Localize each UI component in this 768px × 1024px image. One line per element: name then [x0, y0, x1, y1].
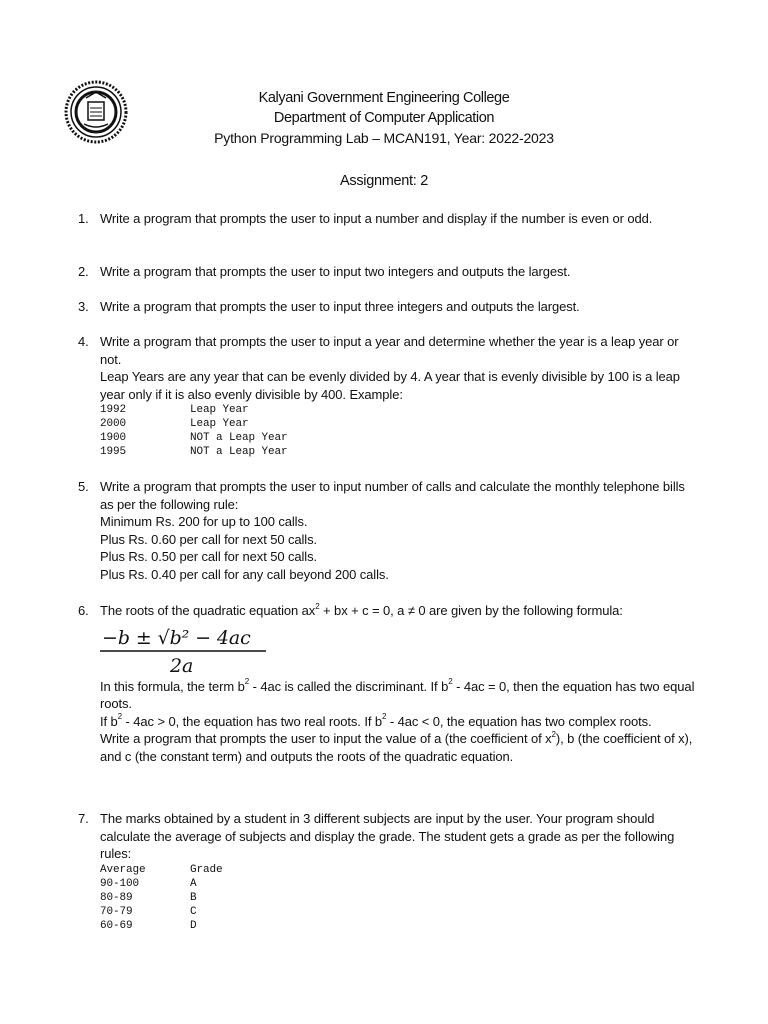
college-name: Kalyani Government Engineering College — [258, 90, 510, 106]
question-5 — [78, 478, 698, 584]
course-title: Python Programming Lab – MCAN191, Year: 2022-2023 — [214, 130, 554, 146]
question-text: Write a program that prompts the user to input number of calls and calculate the monthly telephone bills as per the following rule: — [100, 479, 685, 512]
question-number: 5. — [78, 479, 89, 494]
formula-numerator: −b ± √b² − 4ac — [102, 626, 251, 649]
question-7 — [78, 810, 698, 933]
billing-rule: Plus Rs. 0.40 per call for any call beyond 200 calls. — [100, 566, 389, 582]
billing-rule: Minimum Rs. 200 for up to 100 calls. — [100, 514, 308, 530]
department-name: Department of Computer Application — [273, 110, 495, 126]
question-number: 6. — [78, 603, 89, 618]
question-number: 2. — [78, 264, 89, 279]
question-text: The marks obtained by a student in 3 different subjects are input by the user. Your program should calculate the average of subjects and display the grade. The student gets a grade as per the following rules: — [100, 811, 675, 862]
grade-row: 70-79 C — [100, 905, 197, 918]
assignment-title: Assignment: 2 — [340, 173, 428, 189]
question-6 — [78, 602, 698, 766]
question-text: Write a program that prompts the user to input a number and display if the number is even or odd. — [100, 211, 653, 226]
quadratic-formula — [100, 624, 698, 674]
example-row: 2000 Leap Year — [100, 418, 249, 431]
grade-table — [100, 863, 698, 933]
leap-year-examples — [100, 403, 698, 459]
discriminant-paragraph: In this formula, the term $b^2 - 4ac$ is called the discriminant. If $b^2 - 4ac = 0$, then the equation has two equal roots. — [100, 677, 695, 712]
example-row: 1992 Leap Year — [100, 404, 249, 417]
question-1 — [78, 210, 698, 228]
task-paragraph: Write a program that prompts the user to input the value of a (the coefficient of $x^2$), b (the coefficient of x), and c (the constant term) and outputs the roots of the quadratic equation. — [100, 730, 693, 764]
question-number: 1. — [78, 211, 89, 226]
question-text: Write a program that prompts the user to input three integers and outputs the largest. — [100, 299, 580, 314]
question-text: Write a program that prompts the user to input two integers and outputs the largest. — [100, 264, 571, 279]
document-header — [0, 88, 768, 148]
roots-paragraph: If $b^2 - 4ac > 0$, the equation has two real roots. If $b^2 - 4ac < 0$, the equation has two complex roots. — [100, 712, 652, 729]
question-number: 3. — [78, 299, 89, 314]
leap-year-note: Leap Years are any year that can be evenly divided by 4. A year that is evenly divisible by 100 is a leap year only if it is also evenly divisible by 400. Example: — [100, 369, 680, 402]
billing-rule: Plus Rs. 0.50 per call for next 50 calls. — [100, 549, 318, 565]
example-row: 1995 NOT a Leap Year — [100, 446, 288, 459]
question-3 — [78, 298, 698, 316]
question-2 — [78, 263, 698, 281]
question-number: 4. — [78, 334, 89, 349]
question-text: Write a program that prompts the user to input a year and determine whether the year is a leap year or not. — [100, 334, 679, 367]
question-text: The roots of the quadratic equation $ax^2$ + bx + c = 0, a ≠ 0 are given by the following formula: — [100, 601, 623, 618]
example-row: 1900 NOT a Leap Year — [100, 432, 288, 445]
grade-row: 90-100 A — [100, 877, 197, 890]
grade-table-header: Average Grade — [100, 863, 223, 876]
grade-row: 80-89 B — [100, 891, 197, 904]
question-number: 7. — [78, 811, 89, 826]
question-4 — [78, 333, 698, 459]
billing-rule: Plus Rs. 0.60 per call for next 50 calls. — [100, 531, 318, 547]
formula-denominator: 2a — [170, 654, 194, 676]
grade-row: 60-69 D — [100, 919, 197, 932]
